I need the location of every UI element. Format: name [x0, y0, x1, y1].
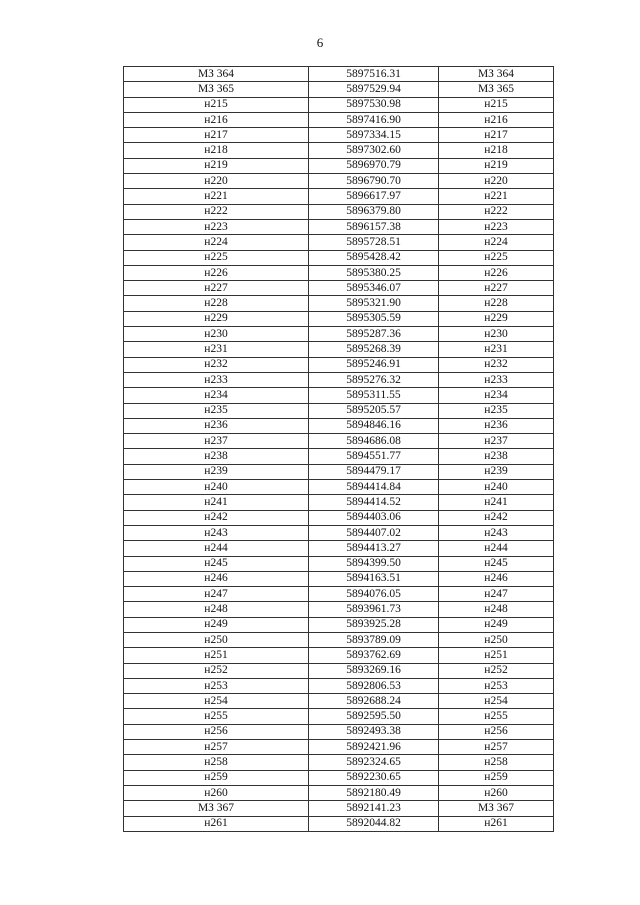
table-row	[124, 174, 554, 189]
table-row	[124, 449, 554, 464]
table-row	[124, 740, 554, 755]
point-label-cell: н252	[124, 663, 309, 678]
coordinate-cell: 5897530.98	[309, 97, 439, 112]
point-label-cell: н234	[124, 388, 309, 403]
table-row	[124, 510, 554, 525]
point-label-repeat-cell: МЗ 365	[439, 82, 554, 97]
point-label-repeat-cell: н239	[439, 464, 554, 479]
point-label-cell: н223	[124, 219, 309, 234]
table-row	[124, 724, 554, 739]
coordinate-cell: 5895287.36	[309, 327, 439, 342]
point-label-repeat-cell: н253	[439, 678, 554, 693]
point-label-cell: н242	[124, 510, 309, 525]
point-label-cell: н238	[124, 449, 309, 464]
table-row	[124, 571, 554, 586]
table-row	[124, 189, 554, 204]
point-label-repeat-cell: н231	[439, 342, 554, 357]
point-label-repeat-cell: н248	[439, 602, 554, 617]
coordinate-cell: 5897416.90	[309, 112, 439, 127]
table-row	[124, 204, 554, 219]
point-label-cell: н218	[124, 143, 309, 158]
point-label-cell: н220	[124, 174, 309, 189]
point-label-repeat-cell: н256	[439, 724, 554, 739]
coordinate-cell: 5897302.60	[309, 143, 439, 158]
point-label-cell: МЗ 365	[124, 82, 309, 97]
point-label-cell: н253	[124, 678, 309, 693]
point-label-cell: н243	[124, 525, 309, 540]
coordinate-cell: 5892141.23	[309, 801, 439, 816]
table-row	[124, 158, 554, 173]
table-row	[124, 648, 554, 663]
point-label-cell: н219	[124, 158, 309, 173]
coordinate-cell: 5894403.06	[309, 510, 439, 525]
coordinate-cell: 5895268.39	[309, 342, 439, 357]
point-label-cell: н224	[124, 235, 309, 250]
point-label-repeat-cell: н225	[439, 250, 554, 265]
point-label-repeat-cell: н252	[439, 663, 554, 678]
table-row	[124, 587, 554, 602]
table-row	[124, 143, 554, 158]
coordinate-cell: 5892044.82	[309, 816, 439, 831]
coordinate-cell: 5892595.50	[309, 709, 439, 724]
coordinate-cell: 5895380.25	[309, 265, 439, 280]
point-label-cell: МЗ 367	[124, 801, 309, 816]
point-label-repeat-cell: МЗ 364	[439, 67, 554, 82]
coordinate-cell: 5893269.16	[309, 663, 439, 678]
page-number: 6	[316, 35, 324, 50]
coordinate-cell: 5895246.91	[309, 357, 439, 372]
point-label-cell: н241	[124, 495, 309, 510]
point-label-repeat-cell: МЗ 367	[439, 801, 554, 816]
table-row	[124, 464, 554, 479]
table-row	[124, 327, 554, 342]
coordinate-cell: 5894399.50	[309, 556, 439, 571]
coordinates-table-body	[124, 67, 554, 832]
table-row	[124, 418, 554, 433]
coordinate-cell: 5892806.53	[309, 678, 439, 693]
coordinate-cell: 5894479.17	[309, 464, 439, 479]
point-label-cell: н257	[124, 740, 309, 755]
table-row	[124, 709, 554, 724]
coordinate-cell: 5895728.51	[309, 235, 439, 250]
point-label-repeat-cell: н224	[439, 235, 554, 250]
coordinate-cell: 5894551.77	[309, 449, 439, 464]
point-label-repeat-cell: н254	[439, 694, 554, 709]
table-row	[124, 678, 554, 693]
table-row	[124, 128, 554, 143]
point-label-cell: н244	[124, 541, 309, 556]
table-row	[124, 357, 554, 372]
point-label-repeat-cell: н260	[439, 785, 554, 800]
table-row	[124, 403, 554, 418]
point-label-cell: н233	[124, 372, 309, 387]
point-label-cell: н255	[124, 709, 309, 724]
coordinate-cell: 5892688.24	[309, 694, 439, 709]
point-label-repeat-cell: н243	[439, 525, 554, 540]
coordinate-cell: 5896970.79	[309, 158, 439, 173]
point-label-cell: н256	[124, 724, 309, 739]
point-label-repeat-cell: н261	[439, 816, 554, 831]
coordinate-cell: 5897516.31	[309, 67, 439, 82]
coordinate-cell: 5894414.84	[309, 480, 439, 495]
point-label-repeat-cell: н215	[439, 97, 554, 112]
table-row	[124, 112, 554, 127]
table-row	[124, 785, 554, 800]
coordinate-cell: 5892180.49	[309, 785, 439, 800]
table-row	[124, 801, 554, 816]
table-row	[124, 617, 554, 632]
point-label-repeat-cell: н242	[439, 510, 554, 525]
point-label-repeat-cell: н241	[439, 495, 554, 510]
point-label-repeat-cell: н216	[439, 112, 554, 127]
point-label-cell: н259	[124, 770, 309, 785]
coordinate-cell: 5896790.70	[309, 174, 439, 189]
coordinate-cell: 5892493.38	[309, 724, 439, 739]
coordinate-cell: 5893789.09	[309, 632, 439, 647]
point-label-repeat-cell: н245	[439, 556, 554, 571]
point-label-repeat-cell: н221	[439, 189, 554, 204]
point-label-repeat-cell: н218	[439, 143, 554, 158]
coordinate-cell: 5894076.05	[309, 587, 439, 602]
point-label-repeat-cell: н222	[439, 204, 554, 219]
point-label-repeat-cell: н258	[439, 755, 554, 770]
point-label-repeat-cell: н249	[439, 617, 554, 632]
table-row	[124, 602, 554, 617]
point-label-cell: н246	[124, 571, 309, 586]
coordinate-cell: 5896617.97	[309, 189, 439, 204]
coordinate-cell: 5896157.38	[309, 219, 439, 234]
coordinate-cell: 5895205.57	[309, 403, 439, 418]
coordinate-cell: 5894413.27	[309, 541, 439, 556]
point-label-cell: н240	[124, 480, 309, 495]
coordinate-cell: 5893925.28	[309, 617, 439, 632]
coordinate-cell: 5895346.07	[309, 281, 439, 296]
point-label-repeat-cell: н259	[439, 770, 554, 785]
table-row	[124, 770, 554, 785]
point-label-cell: н221	[124, 189, 309, 204]
coordinate-cell: 5894686.08	[309, 434, 439, 449]
table-row	[124, 265, 554, 280]
point-label-cell: н228	[124, 296, 309, 311]
point-label-cell: н258	[124, 755, 309, 770]
table-row	[124, 342, 554, 357]
table-row	[124, 388, 554, 403]
point-label-cell: н232	[124, 357, 309, 372]
table-row	[124, 556, 554, 571]
coordinates-table	[123, 66, 554, 832]
point-label-repeat-cell: н226	[439, 265, 554, 280]
coordinate-cell: 5895311.55	[309, 388, 439, 403]
point-label-repeat-cell: н238	[439, 449, 554, 464]
table-row	[124, 541, 554, 556]
table-row	[124, 694, 554, 709]
point-label-repeat-cell: н244	[439, 541, 554, 556]
table-row	[124, 480, 554, 495]
point-label-repeat-cell: н232	[439, 357, 554, 372]
point-label-repeat-cell: н228	[439, 296, 554, 311]
point-label-cell: н215	[124, 97, 309, 112]
point-label-repeat-cell: н257	[439, 740, 554, 755]
coordinate-cell: 5894407.02	[309, 525, 439, 540]
point-label-repeat-cell: н219	[439, 158, 554, 173]
point-label-repeat-cell: н247	[439, 587, 554, 602]
point-label-repeat-cell: н223	[439, 219, 554, 234]
point-label-cell: н245	[124, 556, 309, 571]
point-label-repeat-cell: н240	[439, 480, 554, 495]
table-row	[124, 311, 554, 326]
point-label-cell: н229	[124, 311, 309, 326]
table-row	[124, 755, 554, 770]
point-label-repeat-cell: н230	[439, 327, 554, 342]
point-label-repeat-cell: н251	[439, 648, 554, 663]
point-label-cell: н231	[124, 342, 309, 357]
point-label-repeat-cell: н229	[439, 311, 554, 326]
table-row	[124, 219, 554, 234]
point-label-cell: н222	[124, 204, 309, 219]
point-label-cell: н261	[124, 816, 309, 831]
coordinate-cell: 5895276.32	[309, 372, 439, 387]
point-label-cell: н250	[124, 632, 309, 647]
point-label-cell: н236	[124, 418, 309, 433]
coordinate-cell: 5892421.96	[309, 740, 439, 755]
point-label-repeat-cell: н236	[439, 418, 554, 433]
coordinate-cell: 5893961.73	[309, 602, 439, 617]
coordinate-cell: 5892324.65	[309, 755, 439, 770]
coordinate-cell: 5895305.59	[309, 311, 439, 326]
coordinate-cell: 5895428.42	[309, 250, 439, 265]
table-row	[124, 296, 554, 311]
point-label-cell: н216	[124, 112, 309, 127]
coordinate-cell: 5893762.69	[309, 648, 439, 663]
point-label-repeat-cell: н227	[439, 281, 554, 296]
point-label-cell: н235	[124, 403, 309, 418]
table-row	[124, 67, 554, 82]
point-label-repeat-cell: н234	[439, 388, 554, 403]
point-label-repeat-cell: н235	[439, 403, 554, 418]
table-row	[124, 97, 554, 112]
point-label-cell: н247	[124, 587, 309, 602]
table-row	[124, 495, 554, 510]
table-row	[124, 281, 554, 296]
point-label-repeat-cell: н217	[439, 128, 554, 143]
table-row	[124, 372, 554, 387]
coordinate-cell: 5894846.16	[309, 418, 439, 433]
point-label-cell: н248	[124, 602, 309, 617]
point-label-cell: н249	[124, 617, 309, 632]
table-row	[124, 434, 554, 449]
point-label-repeat-cell: н220	[439, 174, 554, 189]
point-label-cell: н260	[124, 785, 309, 800]
coordinate-cell: 5896379.80	[309, 204, 439, 219]
table-row	[124, 235, 554, 250]
table-row	[124, 82, 554, 97]
point-label-repeat-cell: н233	[439, 372, 554, 387]
table-row	[124, 525, 554, 540]
coordinate-cell: 5894414.52	[309, 495, 439, 510]
point-label-cell: н226	[124, 265, 309, 280]
point-label-cell: н237	[124, 434, 309, 449]
point-label-cell: н217	[124, 128, 309, 143]
coordinate-cell: 5897529.94	[309, 82, 439, 97]
point-label-repeat-cell: н250	[439, 632, 554, 647]
point-label-repeat-cell: н246	[439, 571, 554, 586]
point-label-repeat-cell: н255	[439, 709, 554, 724]
table-row	[124, 816, 554, 831]
point-label-repeat-cell: н237	[439, 434, 554, 449]
table-row	[124, 663, 554, 678]
coordinate-cell: 5894163.51	[309, 571, 439, 586]
coordinate-cell: 5895321.90	[309, 296, 439, 311]
point-label-cell: МЗ 364	[124, 67, 309, 82]
point-label-cell: н230	[124, 327, 309, 342]
coordinate-cell: 5892230.65	[309, 770, 439, 785]
point-label-cell: н225	[124, 250, 309, 265]
point-label-cell: н254	[124, 694, 309, 709]
point-label-cell: н227	[124, 281, 309, 296]
table-row	[124, 250, 554, 265]
point-label-cell: н251	[124, 648, 309, 663]
point-label-cell: н239	[124, 464, 309, 479]
coordinate-cell: 5897334.15	[309, 128, 439, 143]
table-row	[124, 632, 554, 647]
